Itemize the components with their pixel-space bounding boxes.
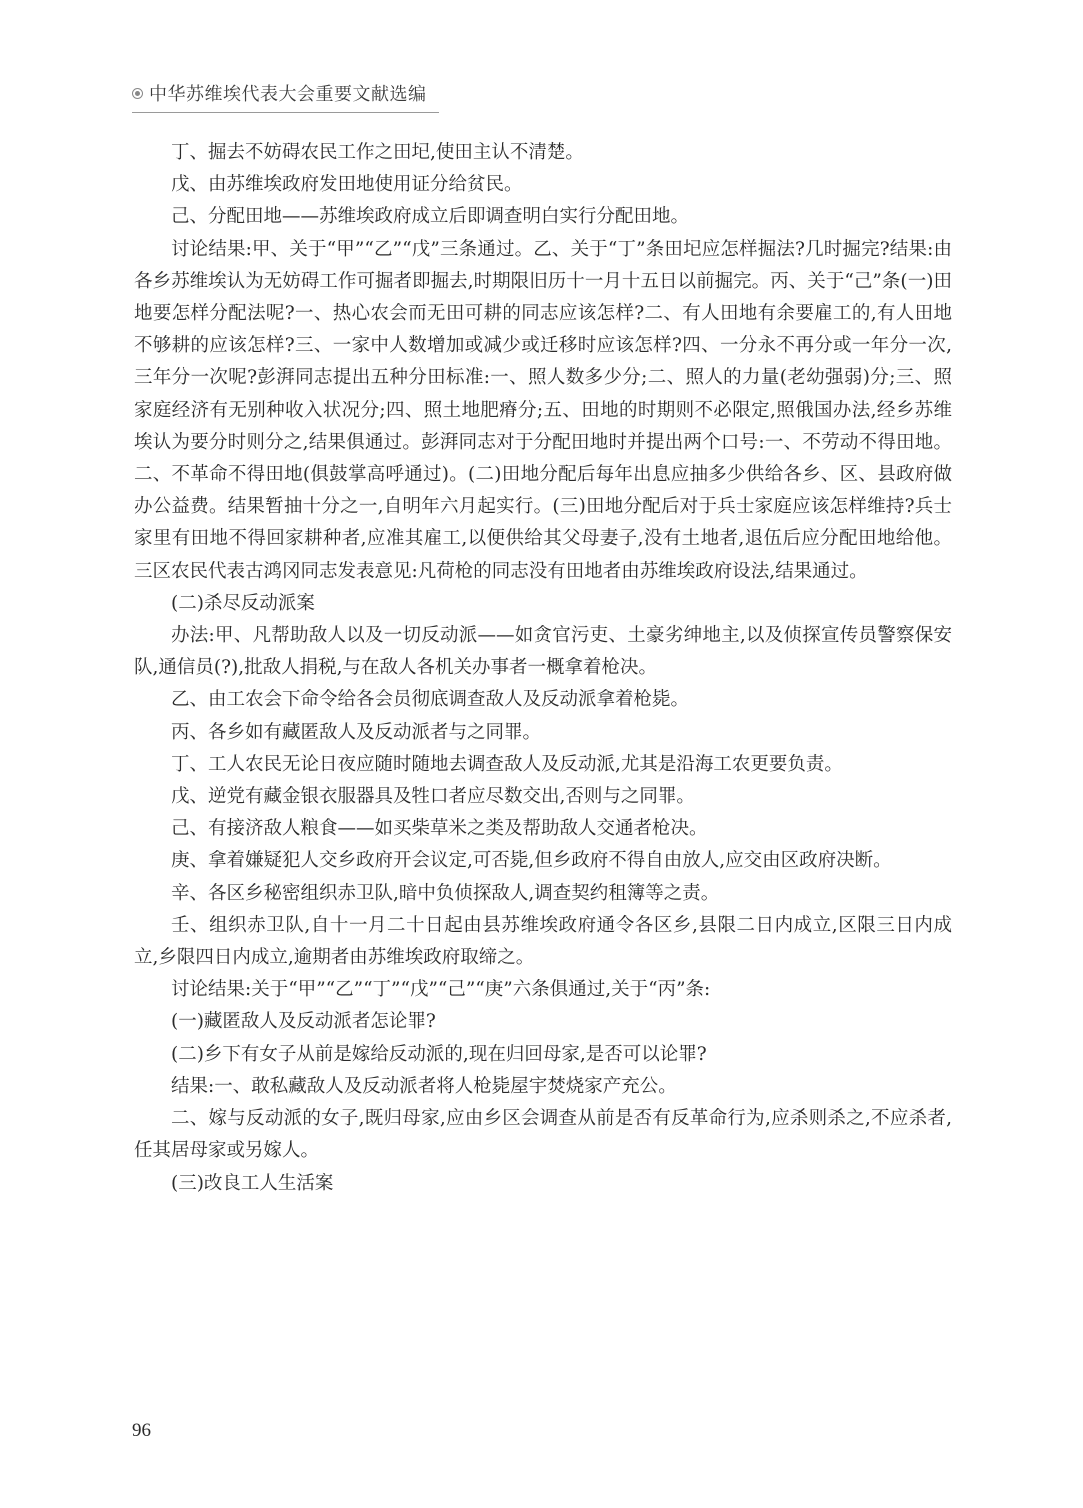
paragraph: 讨论结果:关于“甲”“乙”“丁”“戊”“己”“庚”六条俱通过,关于“丙”条: [171, 979, 711, 1001]
paragraph: 戊、由苏维埃政府发田地使用证分给贫民。 [171, 174, 523, 196]
paragraph: (一)藏匿敌人及反动派者怎论罪? [171, 1011, 436, 1033]
book-title: 中华苏维埃代表大会重要文献选编 [149, 84, 427, 105]
paragraph: 丙、各乡如有藏匿敌人及反动派者与之同罪。 [171, 721, 542, 743]
paragraph: 庚、拿着嫌疑犯人交乡政府开会议定,可否毙,但乡政府不得自由放人,应交由区政府决断。 [171, 850, 892, 872]
paragraph: 二、嫁与反动派的女子,既归母家,应由乡区会调查从前是否有反革命行为,应杀则杀之,不应杀者,任其居母家或另嫁人。 [134, 1108, 952, 1162]
section-heading: (二)杀尽反动派案 [171, 592, 315, 614]
paragraph: 丁、掘去不妨碍农民工作之田𡉏,使田主认不清楚。 [171, 142, 584, 163]
paragraph: 戊、逆党有藏金银衣服器具及牲口者应尽数交出,否则与之同罪。 [171, 786, 695, 808]
paragraph: 结果:一、敢私藏敌人及反动派者将人枪毙屋宇焚烧家产充公。 [171, 1075, 677, 1097]
paragraph: 乙、由工农会下命令给各会员彻底调查敌人及反动派拿着枪毙。 [171, 689, 690, 711]
paragraph: 讨论结果:甲、关于“甲”“乙”“戊”三条通过。乙、关于“丁”条田𡉏应怎样掘法?几时掘完?结果:由各乡苏维埃认为无妨碍工作可掘者即掘去,时期限旧历十一月十五日以前掘完。丙、关于“己”条(一)田地要怎样分配法呢?一、热心农会而无田可耕的同志应该怎样?二、有人田地有余要雇工的,有人田地不够耕的应该怎样?三、一家中人数增加或减少或迁移时应该怎样?四、一分永不再分或一年分一次,三年分一次呢?彭湃同志提出五种分田标准:一、照人数多少分;二、照人的力量(老幼强弱)分;三、照家庭经济有无别种收入状况分;四、照土地肥瘠分;五、田地的时期则不必限定,照俄国办法,经乡苏维埃认为要分时则分之,结果俱通过。彭湃同志对于分配田地时并提出两个口号:一、不劳动不得田地。二、不革命不得田地(俱鼓掌高呼通过)。(二)田地分配后每年出息应抽多少供给各乡、区、县政府做办公益费。结果暂抽十分之一,自明年六月起实行。(三)田地分配后对于兵士家庭应该怎样维持?兵士家里有田地不得回家耕种者,应准其雇工,以便供给其父母妻子,没有土地者,退伍后应分配田地给他。三区农民代表古鸿冈同志发表意见:凡荷枪的同志没有田地者由苏维埃政府设法,结果通过。 [134, 238, 952, 582]
paragraph: 丁、工人农民无论日夜应随时随地去调查敌人及反动派,尤其是沿海工农更要负责。 [171, 753, 843, 775]
section-heading: (三)改良工人生活案 [171, 1172, 334, 1194]
paragraph: 壬、组织赤卫队,自十一月二十日起由县苏维埃政府通令各区乡,县限二日内成立,区限三日内成立,乡限四日内成立,逾期者由苏维埃政府取缔之。 [134, 914, 952, 969]
running-header [132, 80, 439, 113]
body-text [134, 137, 952, 1200]
paragraph: 己、分配田地——苏维埃政府成立后即调查明白实行分配田地。 [171, 206, 690, 228]
page-number: 96 [132, 1420, 151, 1441]
paragraph: (二)乡下有女子从前是嫁给反动派的,现在归回母家,是否可以论罪? [171, 1043, 707, 1065]
paragraph: 辛、各区乡秘密组织赤卫队,暗中负侦探敌人,调查契约租簿等之责。 [171, 882, 720, 904]
paragraph: 己、有接济敌人粮食——如买柴草米之类及帮助敌人交通者枪决。 [171, 818, 708, 840]
paragraph: 办法:甲、凡帮助敌人以及一切反动派——如贪官污吏、土豪劣绅地主,以及侦探宣传员警察保安队,通信员(?),批敌人捐税,与在敌人各机关办事者一概拿着枪决。 [134, 625, 952, 679]
bullet-circle-icon [132, 88, 143, 99]
